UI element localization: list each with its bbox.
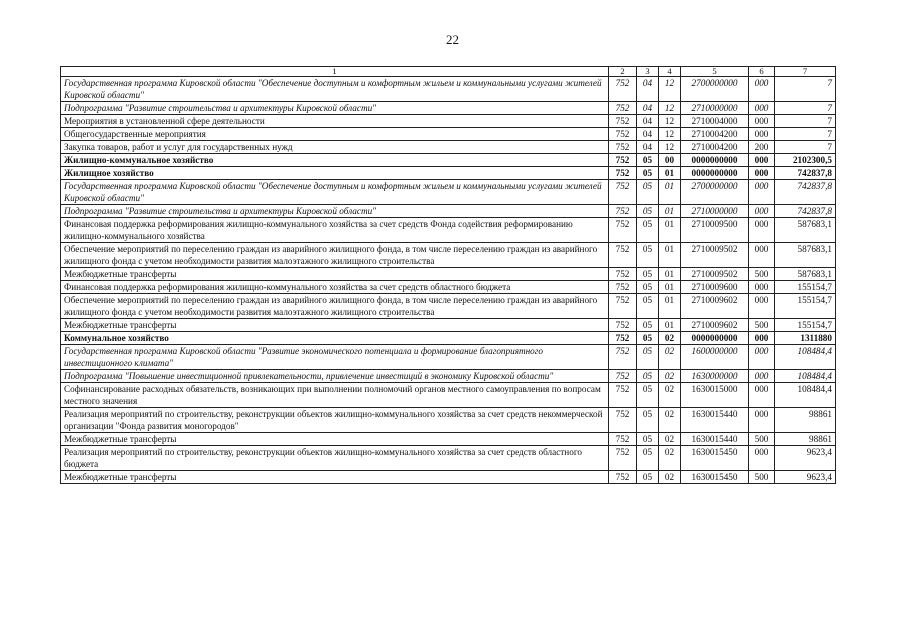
- row-expense-type: 000: [749, 115, 775, 128]
- row-ministry-code: 752: [609, 319, 637, 332]
- row-amount: 2102300,5: [775, 154, 836, 167]
- row-ministry-code: 752: [609, 218, 637, 243]
- row-description: Межбюджетные трансферты: [61, 268, 609, 281]
- header-row: [61, 67, 836, 77]
- row-expense-type: 000: [749, 446, 775, 471]
- header-cell: 2: [609, 67, 637, 77]
- row-target-code: 2710009600: [681, 281, 749, 294]
- table-row: [61, 180, 836, 205]
- row-section-code: 04: [637, 102, 659, 115]
- row-description: Межбюджетные трансферты: [61, 471, 609, 484]
- row-subsection-code: 02: [659, 383, 681, 408]
- row-ministry-code: 752: [609, 167, 637, 180]
- row-amount: 108484,4: [775, 370, 836, 383]
- row-subsection-code: 01: [659, 294, 681, 319]
- row-subsection-code: 02: [659, 345, 681, 370]
- row-description: Государственная программа Кировской области "Обеспечение доступным и комфортным жильем и коммунальными услугами жителей Кировской области": [61, 180, 609, 205]
- row-amount: 155154,7: [775, 294, 836, 319]
- row-subsection-code: 02: [659, 332, 681, 345]
- row-section-code: 05: [637, 471, 659, 484]
- row-expense-type: 000: [749, 408, 775, 433]
- row-amount: 98861: [775, 433, 836, 446]
- row-expense-type: 000: [749, 370, 775, 383]
- header-cell: 1: [61, 67, 609, 77]
- table-row: [61, 115, 836, 128]
- row-description: Обеспечение мероприятий по переселению граждан из аварийного жилищного фонда, в том числе переселению граждан из аварийного жилищного фонда с учетом необходимости развития малоэтажного жилищного строительства: [61, 243, 609, 268]
- row-target-code: 2710000000: [681, 205, 749, 218]
- row-ministry-code: 752: [609, 383, 637, 408]
- row-description: Подпрограмма "Развитие строительства и архитектуры Кировской области": [61, 102, 609, 115]
- row-subsection-code: 12: [659, 77, 681, 102]
- row-description: Финансовая поддержка реформирования жилищно-коммунального хозяйства за счет средств областного бюджета: [61, 281, 609, 294]
- row-expense-type: 500: [749, 433, 775, 446]
- row-section-code: 05: [637, 180, 659, 205]
- row-section-code: 05: [637, 383, 659, 408]
- table-row: [61, 154, 836, 167]
- row-description: Подпрограмма "Повышение инвестиционной привлекательности, привлечение инвестиций в экономику Кировской области": [61, 370, 609, 383]
- row-target-code: 1630015450: [681, 471, 749, 484]
- table-body: [61, 77, 836, 484]
- row-target-code: 0000000000: [681, 332, 749, 345]
- row-target-code: 1630015450: [681, 446, 749, 471]
- row-amount: 7: [775, 141, 836, 154]
- row-subsection-code: 02: [659, 370, 681, 383]
- row-amount: 742837,8: [775, 180, 836, 205]
- row-subsection-code: 02: [659, 408, 681, 433]
- row-section-code: 05: [637, 243, 659, 268]
- row-subsection-code: 00: [659, 154, 681, 167]
- row-amount: 155154,7: [775, 319, 836, 332]
- row-section-code: 05: [637, 370, 659, 383]
- row-section-code: 05: [637, 205, 659, 218]
- row-target-code: 2710000000: [681, 102, 749, 115]
- row-expense-type: 000: [749, 205, 775, 218]
- row-section-code: 05: [637, 332, 659, 345]
- table-row: [61, 294, 836, 319]
- row-ministry-code: 752: [609, 446, 637, 471]
- table-row: [61, 102, 836, 115]
- row-subsection-code: 12: [659, 141, 681, 154]
- row-expense-type: 000: [749, 128, 775, 141]
- row-ministry-code: 752: [609, 281, 637, 294]
- row-subsection-code: 01: [659, 281, 681, 294]
- row-ministry-code: 752: [609, 102, 637, 115]
- row-section-code: 04: [637, 115, 659, 128]
- row-expense-type: 000: [749, 243, 775, 268]
- table-row: [61, 243, 836, 268]
- row-ministry-code: 752: [609, 77, 637, 102]
- row-description: Жилищно-коммунальное хозяйство: [61, 154, 609, 167]
- row-expense-type: 500: [749, 268, 775, 281]
- table-row: [61, 433, 836, 446]
- row-description: Подпрограмма "Развитие строительства и архитектуры Кировской области": [61, 205, 609, 218]
- table-row: [61, 167, 836, 180]
- row-description: Реализация мероприятий по строительству, реконструкции объектов жилищно-коммунального хозяйства за счет средств некоммерческой организации "Фонда развития моногородов": [61, 408, 609, 433]
- table-row: [61, 268, 836, 281]
- header-cell: 7: [775, 67, 836, 77]
- row-subsection-code: 01: [659, 180, 681, 205]
- row-description: Межбюджетные трансферты: [61, 433, 609, 446]
- row-amount: 98861: [775, 408, 836, 433]
- row-section-code: 05: [637, 408, 659, 433]
- row-description: Государственная программа Кировской области "Обеспечение доступным и комфортным жильем и коммунальными услугами жителей Кировской области": [61, 77, 609, 102]
- row-amount: 7: [775, 102, 836, 115]
- row-subsection-code: 12: [659, 115, 681, 128]
- row-target-code: 2710009602: [681, 319, 749, 332]
- row-target-code: 2710009502: [681, 268, 749, 281]
- row-amount: 587683,1: [775, 218, 836, 243]
- row-section-code: 05: [637, 167, 659, 180]
- row-expense-type: 000: [749, 218, 775, 243]
- table-row: [61, 408, 836, 433]
- header-cell: 5: [681, 67, 749, 77]
- row-subsection-code: 12: [659, 128, 681, 141]
- table-row: [61, 77, 836, 102]
- row-section-code: 04: [637, 77, 659, 102]
- row-section-code: 05: [637, 446, 659, 471]
- row-target-code: 1600000000: [681, 345, 749, 370]
- table-row: [61, 141, 836, 154]
- row-section-code: 05: [637, 268, 659, 281]
- row-target-code: 2710009602: [681, 294, 749, 319]
- table-row: [61, 471, 836, 484]
- row-subsection-code: 02: [659, 471, 681, 484]
- row-ministry-code: 752: [609, 345, 637, 370]
- row-target-code: 2700000000: [681, 180, 749, 205]
- row-amount: 742837,8: [775, 205, 836, 218]
- row-subsection-code: 01: [659, 167, 681, 180]
- row-expense-type: 000: [749, 345, 775, 370]
- row-ministry-code: 752: [609, 128, 637, 141]
- row-amount: 587683,1: [775, 268, 836, 281]
- row-target-code: 1630015440: [681, 433, 749, 446]
- row-ministry-code: 752: [609, 471, 637, 484]
- row-ministry-code: 752: [609, 141, 637, 154]
- row-section-code: 05: [637, 154, 659, 167]
- row-expense-type: 000: [749, 332, 775, 345]
- table-row: [61, 383, 836, 408]
- row-section-code: 05: [637, 281, 659, 294]
- row-ministry-code: 752: [609, 180, 637, 205]
- row-expense-type: 000: [749, 383, 775, 408]
- row-amount: 7: [775, 77, 836, 102]
- row-ministry-code: 752: [609, 370, 637, 383]
- row-ministry-code: 752: [609, 433, 637, 446]
- row-target-code: 0000000000: [681, 154, 749, 167]
- row-ministry-code: 752: [609, 294, 637, 319]
- table-row: [61, 319, 836, 332]
- row-expense-type: 000: [749, 281, 775, 294]
- row-target-code: 2710009500: [681, 218, 749, 243]
- row-target-code: 2710009502: [681, 243, 749, 268]
- row-amount: 7: [775, 115, 836, 128]
- row-amount: 9623,4: [775, 471, 836, 484]
- row-target-code: 1630015440: [681, 408, 749, 433]
- row-subsection-code: 12: [659, 102, 681, 115]
- row-expense-type: 000: [749, 167, 775, 180]
- table-row: [61, 332, 836, 345]
- row-ministry-code: 752: [609, 268, 637, 281]
- row-target-code: 2710004200: [681, 141, 749, 154]
- row-ministry-code: 752: [609, 115, 637, 128]
- table-row: [61, 205, 836, 218]
- table-row: [61, 345, 836, 370]
- table-row: [61, 446, 836, 471]
- row-expense-type: 000: [749, 294, 775, 319]
- table-row: [61, 370, 836, 383]
- row-ministry-code: 752: [609, 205, 637, 218]
- table-row: [61, 218, 836, 243]
- row-amount: 742837,8: [775, 167, 836, 180]
- row-target-code: 2710004200: [681, 128, 749, 141]
- header-cell: 4: [659, 67, 681, 77]
- row-description: Финансовая поддержка реформирования жилищно-коммунального хозяйства за счет средств Фонда содействия реформированию жилищно-коммунального хозяйства: [61, 218, 609, 243]
- row-amount: 1311880: [775, 332, 836, 345]
- row-description: Обеспечение мероприятий по переселению граждан из аварийного жилищного фонда, в том числе переселению граждан из аварийного жилищного фонда с учетом необходимости развития малоэтажного жилищного строительства: [61, 294, 609, 319]
- row-description: Общегосударственные мероприятия: [61, 128, 609, 141]
- row-target-code: 2700000000: [681, 77, 749, 102]
- row-subsection-code: 02: [659, 433, 681, 446]
- budget-table: [60, 66, 836, 484]
- row-expense-type: 000: [749, 77, 775, 102]
- row-subsection-code: 01: [659, 319, 681, 332]
- page-number: 22: [446, 32, 459, 47]
- row-section-code: 04: [637, 128, 659, 141]
- row-section-code: 05: [637, 294, 659, 319]
- row-description: Мероприятия в установленной сфере деятельности: [61, 115, 609, 128]
- row-amount: 587683,1: [775, 243, 836, 268]
- row-expense-type: 000: [749, 102, 775, 115]
- row-subsection-code: 02: [659, 446, 681, 471]
- row-target-code: 1630015000: [681, 383, 749, 408]
- row-description: Закупка товаров, работ и услуг для государственных нужд: [61, 141, 609, 154]
- header-cell: 6: [749, 67, 775, 77]
- row-ministry-code: 752: [609, 243, 637, 268]
- row-subsection-code: 01: [659, 218, 681, 243]
- row-expense-type: 500: [749, 471, 775, 484]
- table-row: [61, 128, 836, 141]
- row-ministry-code: 752: [609, 154, 637, 167]
- row-subsection-code: 01: [659, 205, 681, 218]
- row-description: Жилищное хозяйство: [61, 167, 609, 180]
- row-description: Коммунальное хозяйство: [61, 332, 609, 345]
- row-target-code: 2710004000: [681, 115, 749, 128]
- row-amount: 108484,4: [775, 345, 836, 370]
- row-section-code: 05: [637, 218, 659, 243]
- row-amount: 108484,4: [775, 383, 836, 408]
- row-section-code: 05: [637, 319, 659, 332]
- row-description: Межбюджетные трансферты: [61, 319, 609, 332]
- row-description: Софинансирование расходных обязательств, возникающих при выполнении полномочий органов местного самоуправления по вопросам местного значения: [61, 383, 609, 408]
- row-amount: 9623,4: [775, 446, 836, 471]
- row-expense-type: 500: [749, 319, 775, 332]
- row-section-code: 05: [637, 433, 659, 446]
- row-expense-type: 000: [749, 180, 775, 205]
- row-description: Государственная программа Кировской области "Развитие экономического потенциала и формирование благоприятного инвестиционного климата": [61, 345, 609, 370]
- row-amount: 7: [775, 128, 836, 141]
- row-expense-type: 000: [749, 154, 775, 167]
- row-target-code: 1630000000: [681, 370, 749, 383]
- row-subsection-code: 01: [659, 268, 681, 281]
- row-subsection-code: 01: [659, 243, 681, 268]
- row-target-code: 0000000000: [681, 167, 749, 180]
- row-ministry-code: 752: [609, 408, 637, 433]
- row-expense-type: 200: [749, 141, 775, 154]
- row-amount: 155154,7: [775, 281, 836, 294]
- row-ministry-code: 752: [609, 332, 637, 345]
- table-row: [61, 281, 836, 294]
- row-description: Реализация мероприятий по строительству, реконструкции объектов жилищно-коммунального хозяйства за счет средств областного бюджета: [61, 446, 609, 471]
- row-section-code: 05: [637, 345, 659, 370]
- row-section-code: 04: [637, 141, 659, 154]
- header-cell: 3: [637, 67, 659, 77]
